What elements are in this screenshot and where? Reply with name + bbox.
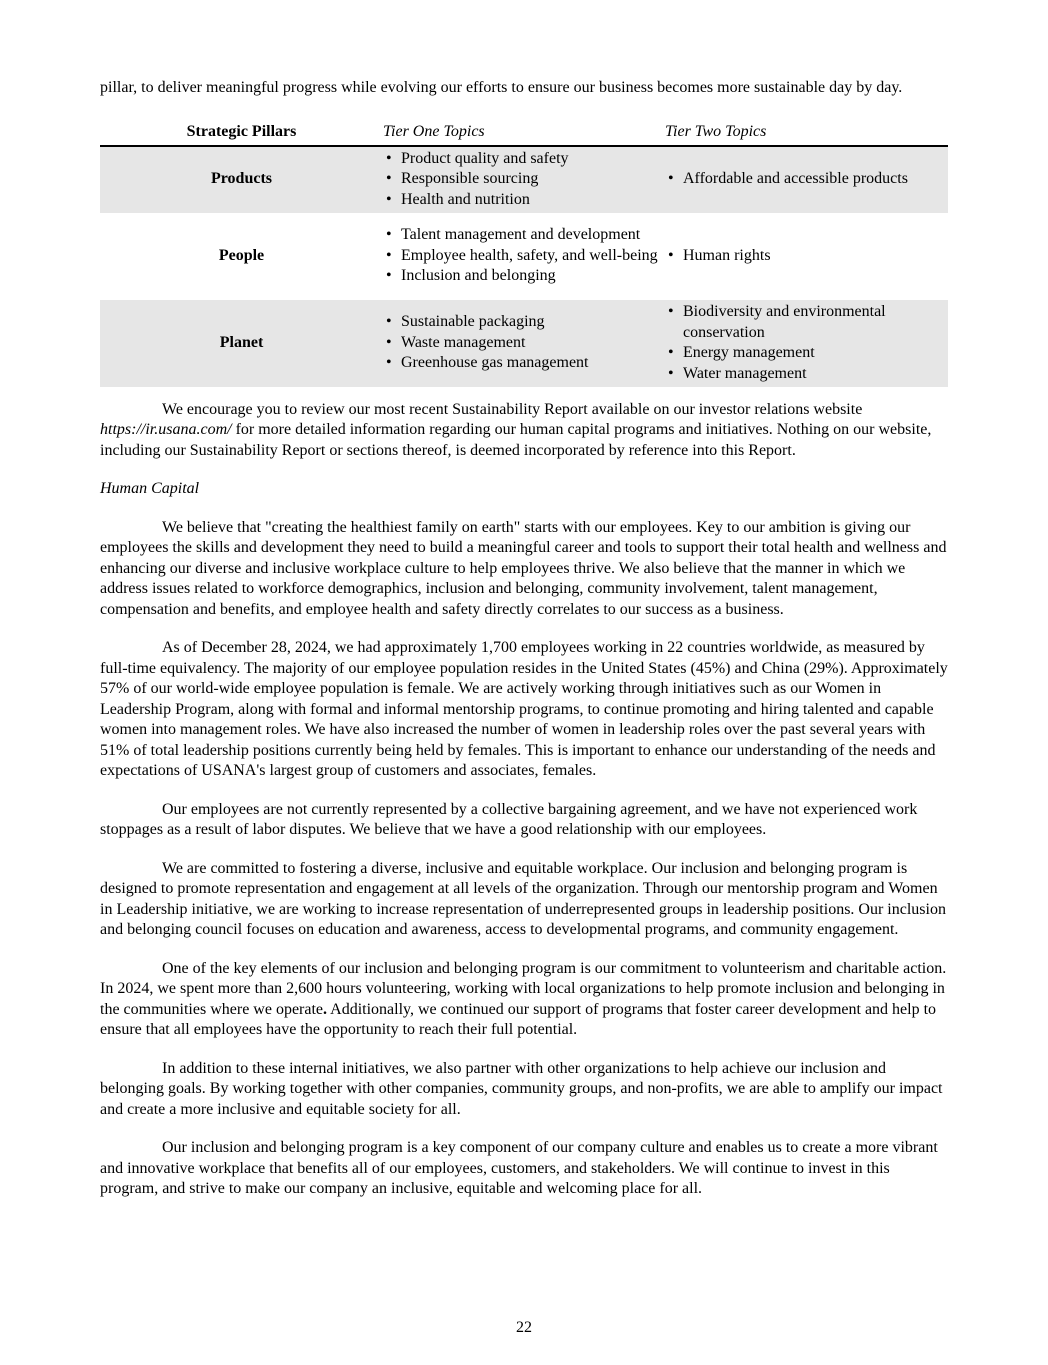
list-item: • Water management [665,364,948,385]
table-row-people [100,213,948,300]
investor-relations-link[interactable]: https://ir.usana.com/ [100,421,232,438]
list-item: • Sustainable packaging [383,312,665,333]
page-number: 22 [516,1319,532,1336]
list-item: • Inclusion and belonging [383,266,665,287]
tier-two-cell [665,146,948,213]
list-item: • Health and nutrition [383,190,665,211]
paragraph-employee-demographics: As of December 28, 2024, we had approximately 1,700 employees working in 22 countries worldwide, as measured by full-time equivalency. The majority of our employee population resides in the United States (45%) and China (29%). Approximately 57% of our world-wide employee population is female. We are actively working through initiatives such as our Women in Leadership Program, along with formal and informal mentorship programs, to continue promoting and hiring talented and capable women into management roles. We have also increased the number of women in leadership roles over the past several years with 51% of total leadership positions currently being held by females. This is important to enhance our understanding of the needs and expectations of USANA's largest group of customers and associates, females. [100,639,948,779]
list-item: • Biodiversity and environmental conservation [665,302,948,343]
tier-two-list [665,302,948,384]
section-heading-human-capital: Human Capital [100,480,200,497]
tier-one-list [383,225,665,287]
volunteer-text-before: One of the key elements of our inclusion and belonging program is our commitment to volunteerism and charitable action. In 2024, we spent more than 2,600 hours volunteering, working with local organizations to help promote inclusion and belonging in the communities where we operate [100,959,947,1018]
sustainability-text-after: for more detailed information regarding our human capital programs and initiatives. Nothing on our website, including our Sustainability Report or sections thereof, is deemed incorporated by reference into this Report. [100,421,932,459]
tier-two-cell [665,213,948,300]
list-item: • Affordable and accessible products [665,169,948,190]
paragraph-program-culture: Our inclusion and belonging program is a key component of our company culture and enables us to create a more vibrant and innovative workplace that benefits all of our employees, customers, and stakeholders. We will continue to invest in this program, and strive to make our company an inclusive, equitable and welcoming place for all. [100,1139,938,1197]
tier-one-cell [383,213,665,300]
tier-one-list [383,312,665,374]
header-tier-one-topics: Tier One Topics [383,122,665,146]
sustainability-text-before: We encourage you to review our most recent Sustainability Report available on our investor relations website [162,400,863,418]
tier-two-cell [665,300,948,387]
intro-continuation-paragraph: pillar, to deliver meaningful progress while evolving our efforts to ensure our business becomes more sustainable day by day. [100,79,903,96]
tier-two-list [665,246,948,267]
list-item: • Greenhouse gas management [383,353,665,374]
list-item: • Product quality and safety [383,149,665,170]
tier-one-cell [383,300,665,387]
table-header-row [100,122,948,146]
list-item: • Human rights [665,246,948,267]
table-row-products [100,146,948,213]
volunteer-text-after: Additionally, we continued our support of programs that foster career development and help to ensure that all employees have the opportunity to reach their full potential. [100,1000,937,1038]
list-item: • Waste management [383,333,665,354]
tier-one-cell [383,146,665,213]
paragraph-healthiest-family: We believe that "creating the healthiest family on earth" starts with our employees. Key to our ambition is giving our employees the skills and development they need to build a meaningful career and tools to support their total health and wellness and enhancing our diverse and inclusive workplace culture to help employees thrive. We also believe that the manner in which we address issues related to workforce demographics, inclusion and belonging, community involvement, talent management, compensation and benefits, and employee health and safety directly correlates to our success as a business. [100,518,947,618]
header-strategic-pillars: Strategic Pillars [100,122,383,146]
pillar-name: Products [100,146,383,213]
list-item: • Employee health, safety, and well-being [383,246,665,267]
table-row-planet [100,300,948,387]
strategic-pillars-table [100,122,948,387]
tier-one-list [383,149,665,211]
pillar-name: Planet [100,300,383,387]
paragraph-collective-bargaining: Our employees are not currently represented by a collective bargaining agreement, and we have not experienced work stoppages as a result of labor disputes. We believe that we have a good relationship with our employees. [100,800,918,838]
pillar-name: People [218,246,265,264]
document-page [100,78,948,1218]
paragraph-inclusive-workplace: We are committed to fostering a diverse, inclusive and equitable workplace. Our inclusion and belonging program is designed to promote representation and engagement at all levels of the organization. Through our mentorship program and Women in Leadership initiative, we are working to increase representation of underrepresented groups in leadership positions. Our inclusion and belonging council focuses on education and awareness, access to developmental programs, and community engagement. [100,859,946,938]
volunteer-bold-period: . [323,1000,328,1018]
list-item: • Energy management [665,343,948,364]
paragraph-volunteerism [100,959,948,1041]
tier-two-list [665,169,948,190]
list-item: • Responsible sourcing [383,169,665,190]
sustainability-report-paragraph [100,400,948,462]
paragraph-partnerships: In addition to these internal initiatives, we also partner with other organizations to help achieve our inclusion and belonging goals. By working together with other companies, community groups, and non-profits, we are able to amplify our impact and create a more inclusive and equitable society for all. [100,1059,943,1118]
list-item: • Talent management and development [383,225,665,246]
header-tier-two-topics: Tier Two Topics [665,122,948,146]
